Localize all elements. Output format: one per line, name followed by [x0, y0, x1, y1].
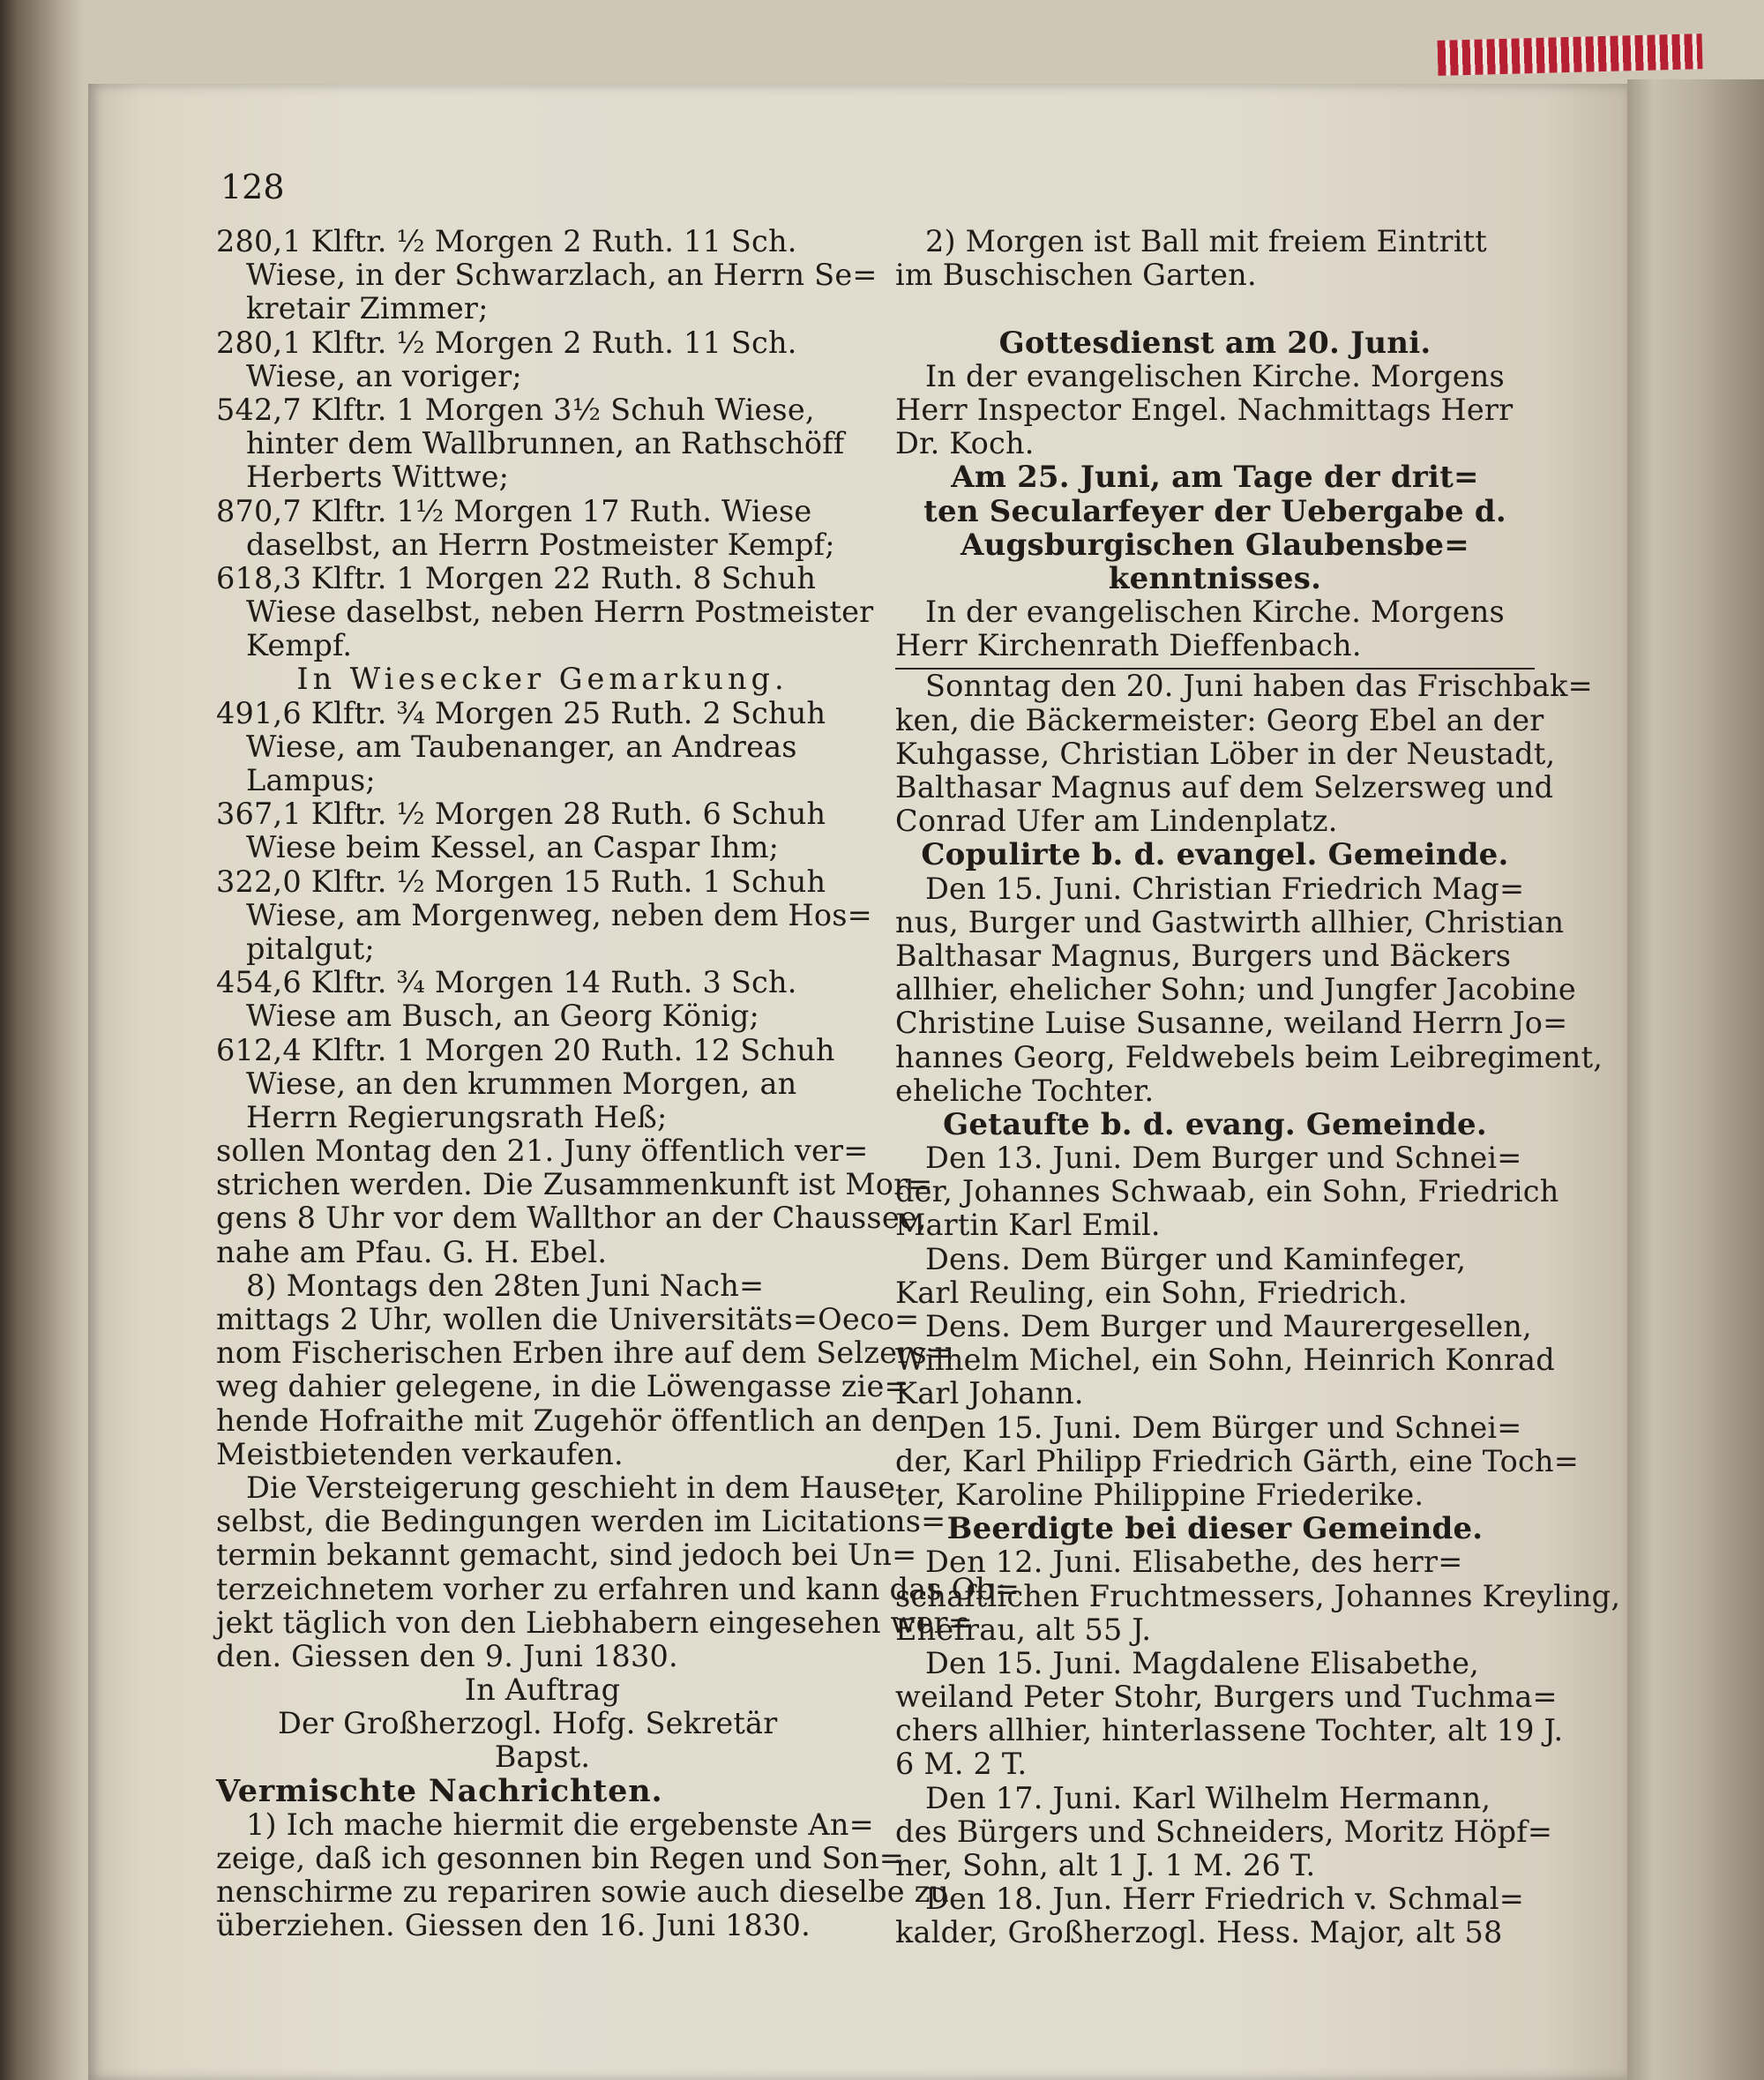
- text-line: Wiese, an voriger;: [246, 358, 522, 393]
- text-line: kretair Zimmer;: [246, 291, 489, 326]
- text-line: ter, Karoline Philippine Friederike.: [895, 1477, 1424, 1512]
- section-heading: Beerdigte bei dieser Gemeinde.: [946, 1511, 1484, 1547]
- text-line: Dens. Dem Burger und Maurergesellen,: [925, 1309, 1532, 1343]
- text-line: Karl Reuling, ein Sohn, Friedrich.: [895, 1275, 1408, 1310]
- text-line: kalder, Großherzogl. Hess. Major, alt 58: [895, 1915, 1503, 1950]
- text-line: Balthasar Magnus, Burgers und Bäckers: [895, 938, 1512, 973]
- text-line: Karl Johann.: [895, 1376, 1084, 1411]
- text-line: 2) Morgen ist Ball mit freiem Eintritt: [925, 224, 1487, 258]
- section-heading: Am 25. Juni, am Tage der drit=: [951, 460, 1479, 496]
- text-line: nahe am Pfau. G. H. Ebel.: [216, 1234, 608, 1269]
- text-line: 1) Ich mache hiermit die ergebenste An=: [246, 1807, 874, 1842]
- text-line: pitalgut;: [246, 931, 375, 966]
- text-line: 870,7 Klftr. 1½ Morgen 17 Ruth. Wiese: [216, 493, 812, 528]
- text-line: Ehefrau, alt 55 J.: [895, 1612, 1152, 1647]
- text-line: Dr. Koch.: [895, 426, 1035, 461]
- text-line: terzeichnetem vorher zu erfahren und kann das Ob=: [216, 1571, 1020, 1606]
- text-line: 322,0 Klftr. ½ Morgen 15 Ruth. 1 Schuh: [216, 864, 826, 899]
- section-heading: Getaufte b. d. evang. Gemeinde.: [943, 1106, 1487, 1142]
- text-line: Wiese beim Kessel, an Caspar Ihm;: [246, 830, 780, 865]
- text-line: Herr Kirchenrath Dieffenbach.: [895, 628, 1362, 663]
- text-line: Wiese, am Morgenweg, neben dem Hos=: [246, 897, 872, 932]
- text-line: Conrad Ufer am Lindenplatz.: [895, 804, 1338, 839]
- text-line: nenschirme zu repariren sowie auch dieselbe zu: [216, 1874, 950, 1910]
- text-line: Den 18. Jun. Herr Friedrich v. Schmal=: [925, 1882, 1525, 1917]
- section-heading: Gottesdienst am 20. Juni.: [998, 325, 1431, 361]
- text-line: Christine Luise Susanne, weiland Herrn Jo=: [895, 1006, 1568, 1041]
- text-line: eheliche Tochter.: [895, 1073, 1155, 1108]
- text-line: In der evangelischen Kirche. Morgens: [925, 595, 1505, 630]
- text-line: Wiese am Busch, an Georg König;: [246, 999, 760, 1034]
- text-line: In der evangelischen Kirche. Morgens: [925, 358, 1505, 393]
- text-line: Sonntag den 20. Juni haben das Frischbak=: [925, 669, 1593, 704]
- text-line: überziehen. Giessen den 16. Juni 1830.: [216, 1908, 811, 1943]
- right-column: [895, 224, 1621, 1950]
- text-line: ken, die Bäckermeister: Georg Ebel an der: [895, 702, 1544, 737]
- text-line: hinter dem Wallbrunnen, an Rathschöff: [246, 426, 845, 461]
- text-line: 280,1 Klftr. ½ Morgen 2 Ruth. 11 Sch.: [216, 224, 797, 258]
- text-line: Wilhelm Michel, ein Sohn, Heinrich Konrad: [895, 1343, 1555, 1378]
- text-line: daselbst, an Herrn Postmeister Kempf;: [246, 527, 835, 562]
- text-line: weg dahier gelegene, in die Löwengasse zie=: [216, 1369, 909, 1404]
- text-line: nom Fischerischen Erben ihre auf dem Selzers=: [216, 1336, 953, 1371]
- section-heading: Copulirte b. d. evangel. Gemeinde.: [921, 837, 1509, 873]
- text-line: jekt täglich von den Liebhabern eingesehen wer=: [216, 1605, 974, 1640]
- text-line: 367,1 Klftr. ½ Morgen 28 Ruth. 6 Schuh: [216, 797, 826, 832]
- text-line: Den 15. Juni. Dem Bürger und Schnei=: [925, 1410, 1522, 1445]
- text-line: Wiese, an den krummen Morgen, an: [246, 1066, 797, 1101]
- text-line: nus, Burger und Gastwirth allhier, Christian: [895, 904, 1565, 939]
- text-line: Herberts Wittwe;: [246, 460, 510, 495]
- page-number: 128: [220, 168, 285, 206]
- text-line: weiland Peter Stohr, Burgers und Tuchma=: [895, 1680, 1558, 1715]
- text-line: Die Versteigerung geschieht in dem Hause: [246, 1470, 896, 1505]
- text-line: zeige, daß ich gesonnen bin Regen und Son=: [216, 1841, 905, 1875]
- text-line: In Wiesecker Gemarkung.: [296, 662, 789, 697]
- text-line: gens 8 Uhr vor dem Wallthor an der Chaussee,: [216, 1201, 927, 1236]
- text-line: strichen werden. Die Zusammenkunft ist Mor=: [216, 1167, 933, 1202]
- text-line: hende Hofraithe mit Zugehör öffentlich an den: [216, 1403, 928, 1438]
- text-line: 491,6 Klftr. ¾ Morgen 25 Ruth. 2 Schuh: [216, 695, 826, 730]
- text-line: 612,4 Klftr. 1 Morgen 20 Ruth. 12 Schuh: [216, 1032, 835, 1067]
- text-line: Wiese, am Taubenanger, an Andreas: [246, 729, 797, 764]
- text-line: der, Karl Philipp Friedrich Gärth, eine Toch=: [895, 1443, 1580, 1478]
- text-line: 8) Montags den 28ten Juni Nach=: [246, 1268, 765, 1303]
- text-line: Wiese daselbst, neben Herrn Postmeister: [246, 595, 874, 630]
- text-line: In Auftrag: [464, 1672, 621, 1708]
- text-line: 280,1 Klftr. ½ Morgen 2 Ruth. 11 Sch.: [216, 325, 797, 360]
- text-line: [895, 292, 1535, 325]
- text-line: Den 17. Juni. Karl Wilhelm Hermann,: [925, 1780, 1491, 1815]
- text-line: Der Großherzogl. Hofg. Sekretär: [278, 1706, 778, 1741]
- text-line: hannes Georg, Feldwebels beim Leibregiment,: [895, 1039, 1603, 1074]
- section-heading: Vermischte Nachrichten.: [216, 1772, 663, 1809]
- text-line: ner, Sohn, alt 1 J. 1 M. 26 T.: [895, 1848, 1316, 1882]
- text-line: Kempf.: [246, 628, 353, 663]
- text-line: 618,3 Klftr. 1 Morgen 22 Ruth. 8 Schuh: [216, 560, 817, 595]
- section-heading: Augsburgischen Glaubensbe=: [960, 527, 1469, 563]
- section-heading: ten Secularfeyer der Uebergabe d.: [923, 493, 1506, 529]
- text-line: Herr Inspector Engel. Nachmittags Herr: [895, 392, 1514, 427]
- text-line: 542,7 Klftr. 1 Morgen 3½ Schuh Wiese,: [216, 392, 815, 427]
- text-line: der, Johannes Schwaab, ein Sohn, Friedrich: [895, 1174, 1559, 1209]
- text-line: 6 M. 2 T.: [895, 1747, 1028, 1782]
- text-line: Meistbietenden verkaufen.: [216, 1436, 624, 1471]
- text-line: Dens. Dem Bürger und Kaminfeger,: [925, 1241, 1467, 1276]
- text-line: schaftlichen Fruchtmessers, Johannes Kreyling,: [895, 1578, 1621, 1613]
- text-line: des Bürgers und Schneiders, Moritz Höpf=: [895, 1814, 1553, 1849]
- text-line: selbst, die Bedingungen werden im Licitations=: [216, 1504, 946, 1539]
- text-line: Lampus;: [246, 763, 376, 797]
- text-line: Den 13. Juni. Dem Burger und Schnei=: [925, 1141, 1522, 1176]
- text-line: Den 15. Juni. Christian Friedrich Mag=: [925, 871, 1525, 906]
- text-line: termin bekannt gemacht, sind jedoch bei Un=: [216, 1538, 917, 1573]
- text-line: Wiese, in der Schwarzlach, an Herrn Se=: [246, 258, 878, 293]
- text-line: 454,6 Klftr. ¾ Morgen 14 Ruth. 3 Sch.: [216, 965, 797, 1000]
- bookmark-ribbon: [1438, 34, 1703, 76]
- text-line: im Buschischen Garten.: [895, 258, 1257, 293]
- text-line: Herrn Regierungsrath Heß;: [246, 1099, 668, 1134]
- text-line: Martin Karl Emil.: [895, 1208, 1161, 1243]
- text-line: Kuhgasse, Christian Löber in der Neustadt,: [895, 736, 1556, 771]
- text-line: allhier, ehelicher Sohn; und Jungfer Jacobine: [895, 972, 1576, 1007]
- facing-page-edge: [1627, 79, 1764, 2080]
- text-line: Den 15. Juni. Magdalene Elisabethe,: [925, 1645, 1479, 1680]
- text-line: mittags 2 Uhr, wollen die Universitäts=Oeco=: [216, 1302, 920, 1336]
- text-line: chers allhier, hinterlassene Tochter, alt 19 J.: [895, 1713, 1564, 1748]
- text-line: Bapst.: [494, 1740, 591, 1775]
- text-line: Balthasar Magnus auf dem Selzersweg und: [895, 770, 1554, 804]
- section-heading: kenntnisses.: [1108, 560, 1322, 596]
- text-line: Den 12. Juni. Elisabethe, des herr=: [925, 1545, 1463, 1580]
- text-line: sollen Montag den 21. Juny öffentlich ver=: [216, 1134, 869, 1169]
- text-line: den. Giessen den 9. Juni 1830.: [216, 1638, 678, 1673]
